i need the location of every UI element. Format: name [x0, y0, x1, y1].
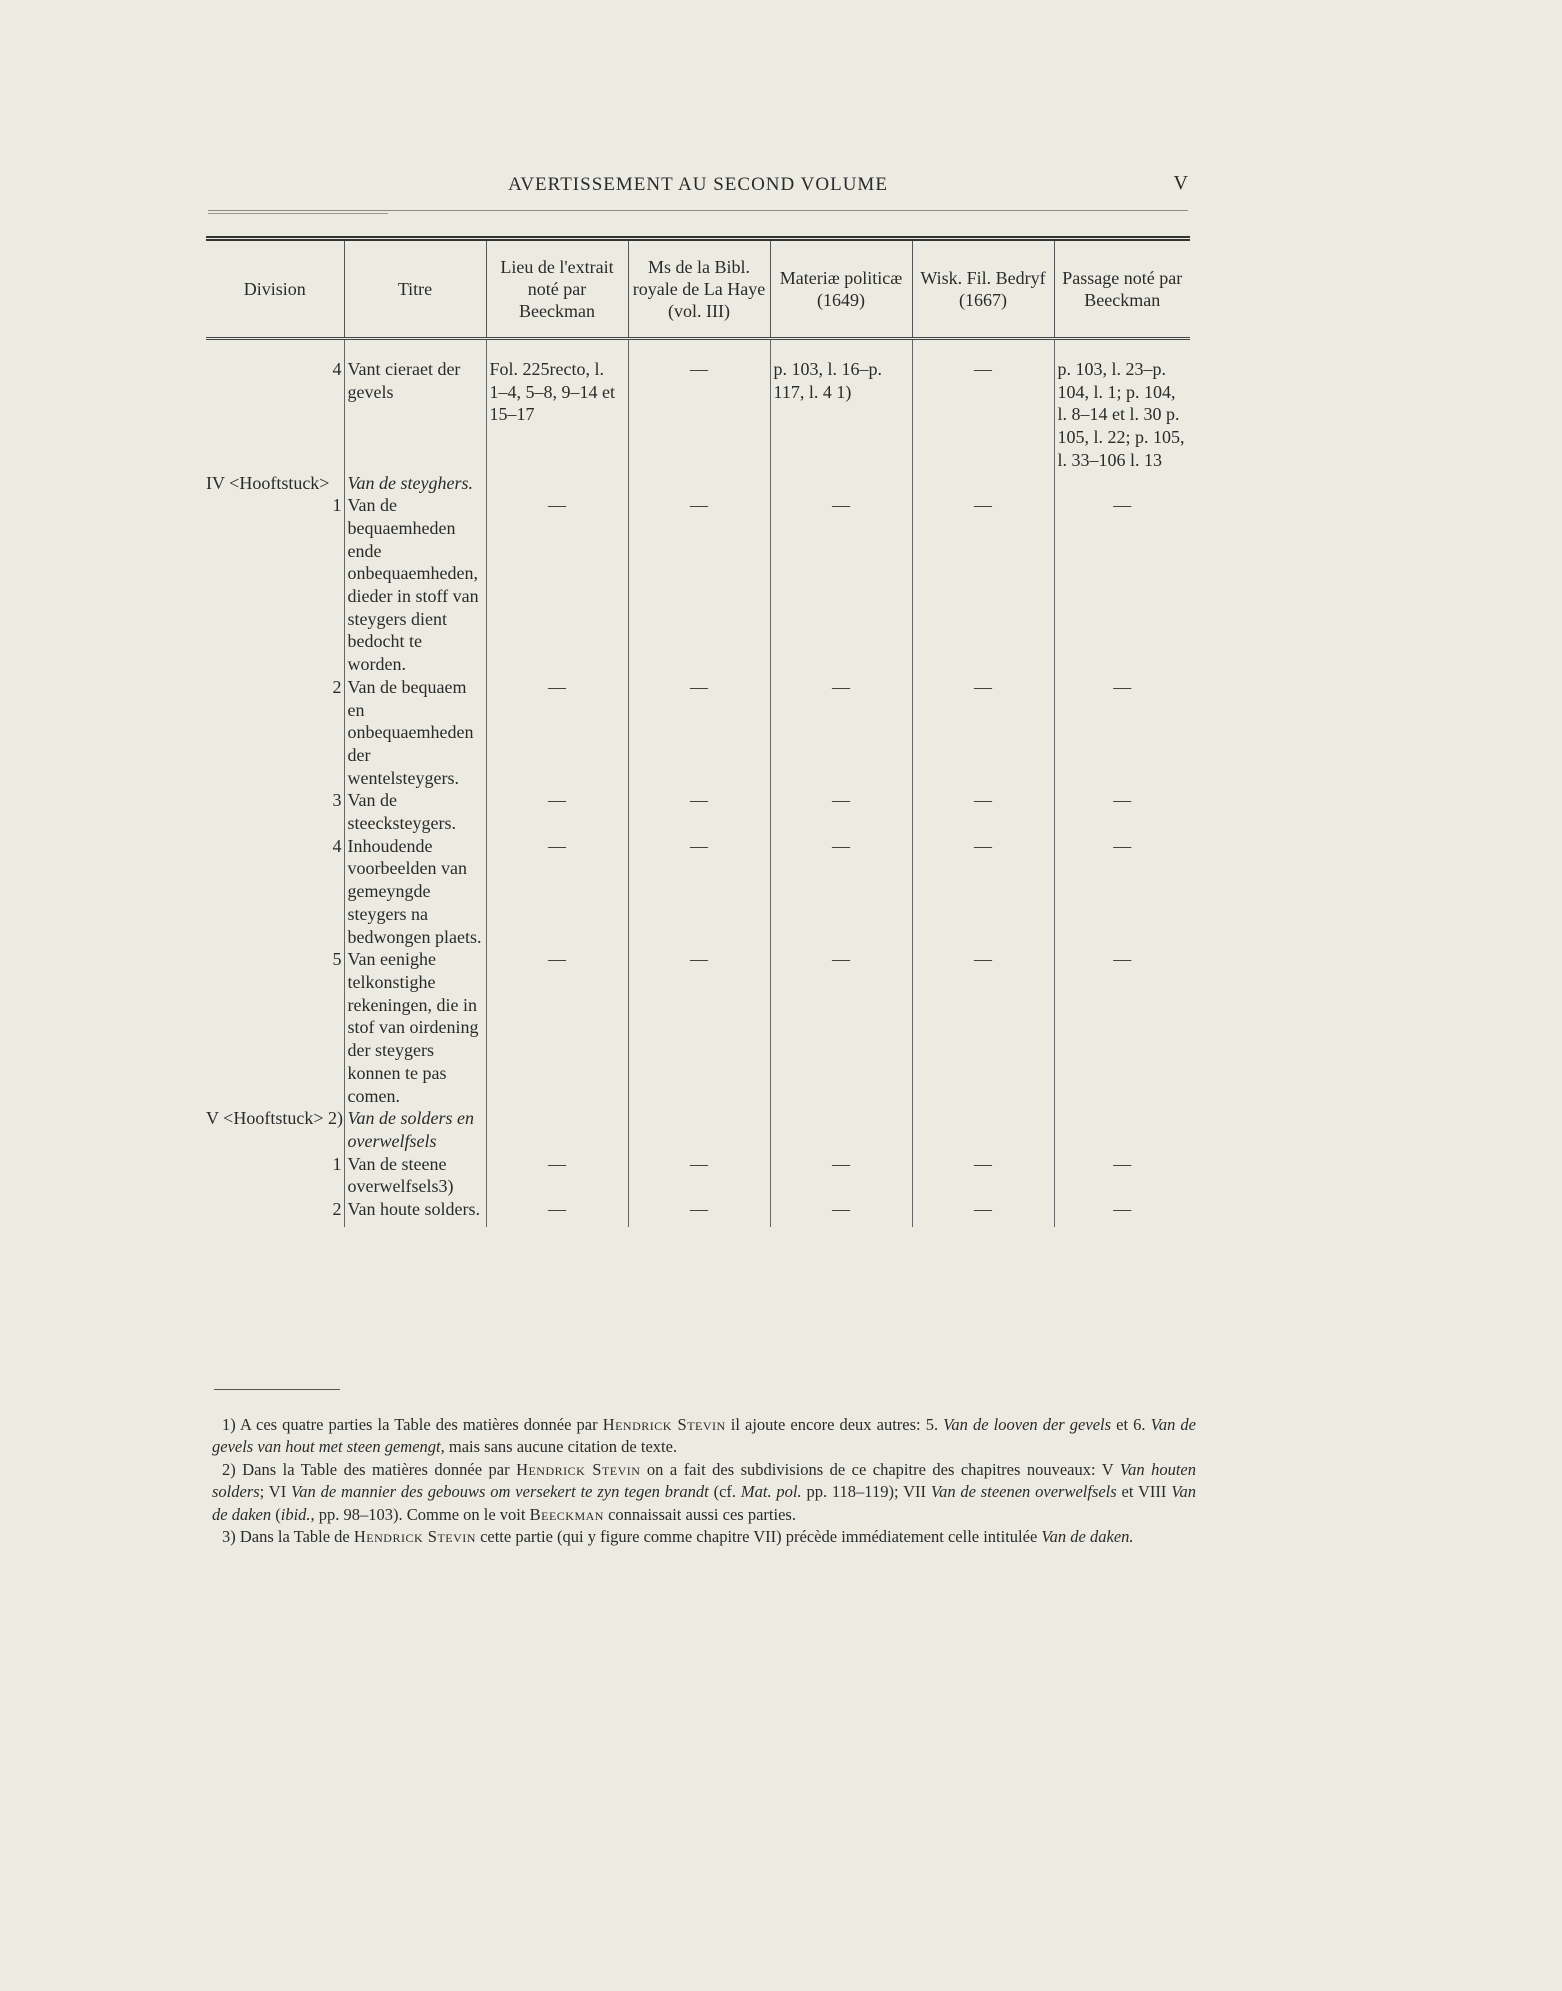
titre-cell: Van houte solders.: [344, 1198, 486, 1227]
passage-cell: —: [1054, 494, 1190, 676]
wisk-cell: [912, 1107, 1054, 1152]
ms-cell: —: [628, 789, 770, 834]
division-cell: [206, 789, 344, 834]
table-row: [206, 1198, 1190, 1227]
lieu-cell: —: [486, 1198, 628, 1227]
ms-cell: —: [628, 676, 770, 790]
division-cell: [206, 472, 344, 495]
passage-cell: —: [1054, 948, 1190, 1107]
footnote-text: Hendrick Stevin: [516, 1459, 641, 1479]
footnote-text: ; VI: [259, 1482, 292, 1502]
footnote-text: Hendrick Stevin: [602, 1415, 726, 1434]
lieu-cell: [486, 472, 628, 495]
ms-cell: —: [628, 948, 770, 1107]
lieu-cell: [486, 1107, 628, 1152]
footnote-text: cette partie (qui y figure comme chapitre VII) précède immédiatement celle intitulée: [475, 1527, 1042, 1547]
ms-cell: —: [628, 494, 770, 676]
table-row: [206, 948, 1190, 1107]
lieu-cell: —: [486, 676, 628, 790]
materiae-cell: [770, 472, 912, 495]
ms-cell: [628, 472, 770, 495]
lieu-cell: —: [486, 1153, 628, 1198]
ms-cell: —: [628, 1198, 770, 1227]
division-cell: [206, 1198, 344, 1227]
materiae-cell: p. 103, l. 16–p. 117, l. 4 1): [770, 339, 912, 472]
column-header: Materiæ politicæ (1649): [770, 239, 912, 339]
division-label: V <Hooftstuck> 2): [206, 1108, 343, 1129]
footnote-text: (cf.: [708, 1482, 741, 1502]
lieu-cell: Fol. 225recto, l. 1–4, 5–8, 9–14 et 15–17: [486, 339, 628, 472]
running-title: AVERTISSEMENT AU SECOND VOLUME: [508, 174, 888, 195]
passage-cell: —: [1054, 1198, 1190, 1227]
table-row: [206, 1153, 1190, 1198]
passage-cell: —: [1054, 676, 1190, 790]
wisk-cell: —: [912, 835, 1054, 949]
lieu-cell: —: [486, 494, 628, 676]
wisk-cell: —: [912, 948, 1054, 1107]
footnote-text: Van de mannier des gebouws om versekert te zyn tegen brandt: [291, 1482, 709, 1502]
division-number: 4: [332, 359, 342, 379]
table-row: [206, 835, 1190, 949]
footnote-text: Mat. pol.: [740, 1482, 802, 1502]
table-row: [206, 676, 1190, 790]
footnote-text: mais sans aucune citation de texte.: [444, 1437, 678, 1457]
wisk-cell: —: [912, 789, 1054, 834]
footnote-text: Beeckman: [529, 1504, 604, 1524]
table-body: [206, 339, 1190, 1227]
wisk-cell: —: [912, 339, 1054, 472]
division-number: 5: [332, 949, 342, 970]
passage-cell: p. 103, l. 23–p. 104, l. 1; p. 104, l. 8–14 et l. 30 p. 105, l. 22; p. 105, l. 33–106 l. 13: [1054, 339, 1190, 472]
footnote-text: connaissait aussi ces parties.: [603, 1504, 796, 1524]
materiae-cell: —: [770, 1198, 912, 1227]
footnote-text: Van de daken.: [1041, 1527, 1134, 1547]
materiae-cell: [770, 1107, 912, 1152]
division-cell: [206, 948, 344, 1107]
header-rule-short: [208, 213, 388, 214]
materiae-cell: —: [770, 789, 912, 834]
footnote-mark: 3): [222, 1527, 236, 1547]
division-cell: [206, 676, 344, 790]
footnote-rule: [214, 1389, 340, 1390]
table-header-row: [206, 239, 1190, 339]
passage-cell: —: [1054, 835, 1190, 949]
footnote-text: pp. 118–119); VII: [801, 1482, 931, 1502]
passage-cell: [1054, 472, 1190, 495]
ms-cell: [628, 1107, 770, 1152]
column-header: Ms de la Bibl. royale de La Haye (vol. III): [628, 239, 770, 339]
materiae-cell: —: [770, 948, 912, 1107]
materiae-cell: —: [770, 494, 912, 676]
titre-cell: Van eenighe telkonstighe rekeningen, die in stof van oirdening der steygers konnen te pas comen.: [344, 948, 486, 1107]
wisk-cell: —: [912, 676, 1054, 790]
titre-cell: Van de bequaemheden ende onbequaemheden, dieder in stoff van steygers dient bedocht te worden.: [344, 494, 486, 676]
titre-cell: Van de bequaem en onbequaemheden der wentelsteygers.: [344, 676, 486, 790]
titre-cell: Vant cieraet der gevels: [344, 339, 486, 472]
column-header: Wisk. Fil. Bedryf (1667): [912, 239, 1054, 339]
division-cell: [206, 1153, 344, 1198]
division-number: 1: [332, 1153, 342, 1174]
footnote-text: Van de daken: [212, 1482, 1196, 1524]
division-cell: [206, 494, 344, 676]
footnote-text: A ces quatre parties la Table des matières donnée par: [239, 1415, 603, 1434]
titre-cell: Van de steecksteygers.: [344, 789, 486, 834]
division-number: 2: [332, 676, 342, 697]
ms-cell: —: [628, 1153, 770, 1198]
titre-cell: Van de steene overwelfsels3): [344, 1153, 486, 1198]
footnote-text: Dans la Table des matières donnée par: [242, 1459, 517, 1479]
passage-cell: —: [1054, 789, 1190, 834]
lieu-cell: —: [486, 835, 628, 949]
table-row: [206, 1107, 1190, 1152]
footnote: [212, 1459, 1196, 1526]
materiae-cell: —: [770, 835, 912, 949]
footnote-text: Van de gevels van hout met steen gemengt,: [212, 1415, 1197, 1457]
titre-cell: Inhoudende voorbeelden van gemeyngde steygers na bedwongen plaets.: [344, 835, 486, 949]
passage-cell: —: [1054, 1153, 1190, 1198]
footnote-text: (: [271, 1504, 281, 1524]
division-label: IV <Hooftstuck>: [206, 472, 330, 493]
division-number: 3: [332, 790, 342, 811]
footnote-text: Van de looven der gevels: [943, 1415, 1112, 1434]
division-number: 4: [332, 835, 342, 856]
footnote-text: ibid.: [280, 1504, 311, 1524]
footnotes: [212, 1414, 1196, 1548]
table-row: [206, 494, 1190, 676]
column-header: Titre: [344, 239, 486, 339]
footnote-text: Van houten solders: [212, 1459, 1196, 1502]
footnote-mark: 2): [222, 1459, 236, 1479]
materiae-cell: —: [770, 676, 912, 790]
table-row: [206, 472, 1190, 495]
concordance-table: [206, 236, 1190, 1227]
lieu-cell: —: [486, 948, 628, 1107]
running-head: [208, 172, 1188, 202]
footnote-mark: 1): [222, 1415, 236, 1434]
column-header: Division: [206, 239, 344, 339]
wisk-cell: —: [912, 1153, 1054, 1198]
division-cell: [206, 339, 344, 472]
lieu-cell: —: [486, 789, 628, 834]
division-cell: [206, 835, 344, 949]
titre-cell: Van de solders en overwelfsels: [344, 1107, 486, 1152]
header-rule: [208, 210, 1188, 211]
column-header: Lieu de l'extrait noté par Beeckman: [486, 239, 628, 339]
page-number: V: [1173, 172, 1188, 194]
concordance-table-wrap: [206, 236, 1190, 1227]
materiae-cell: —: [770, 1153, 912, 1198]
titre-cell: Van de steyghers.: [344, 472, 486, 495]
footnote-text: on a fait des subdivisions de ce chapitre des chapitres nouveaux: V: [640, 1459, 1120, 1479]
division-number: 2: [332, 1199, 342, 1220]
footnote-text: et VIII: [1116, 1482, 1172, 1502]
ms-cell: —: [628, 835, 770, 949]
footnote: [212, 1526, 1196, 1548]
division-cell: [206, 1107, 344, 1152]
table-row: [206, 789, 1190, 834]
footnote-text: Hendrick Stevin: [353, 1527, 476, 1547]
wisk-cell: —: [912, 494, 1054, 676]
ms-cell: —: [628, 339, 770, 472]
wisk-cell: —: [912, 1198, 1054, 1227]
footnote-text: Dans la Table de: [239, 1527, 354, 1547]
footnote-text: et 6.: [1111, 1415, 1151, 1434]
table-row: [206, 339, 1190, 472]
footnote: [212, 1414, 1196, 1459]
wisk-cell: [912, 472, 1054, 495]
division-number: 1: [332, 495, 342, 516]
passage-cell: [1054, 1107, 1190, 1152]
footnote-text: il ajoute encore deux autres: 5.: [725, 1415, 944, 1434]
column-header: Passage noté par Beeckman: [1054, 239, 1190, 339]
footnote-text: , pp. 98–103). Comme on le voit: [310, 1504, 530, 1524]
footnote-text: Van de steenen overwelfsels: [930, 1482, 1117, 1502]
